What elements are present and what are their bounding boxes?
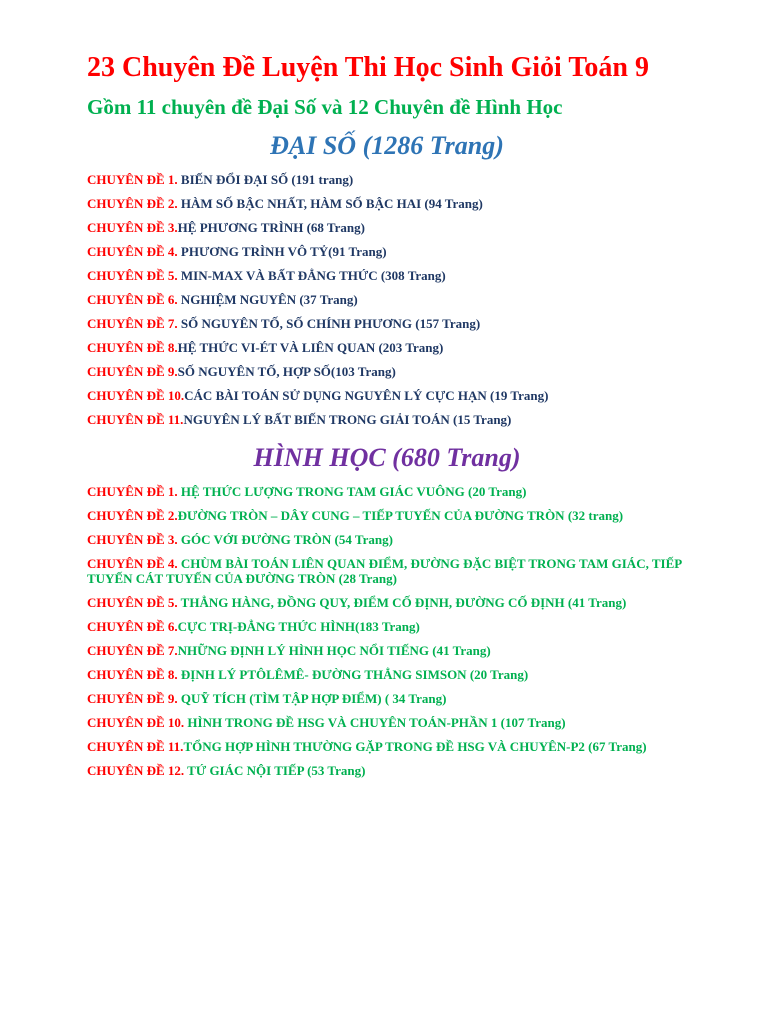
topic-text: ĐỊNH LÝ PTÔLÊMÊ- ĐƯỜNG THẲNG SIMSON (20 Trang) — [177, 667, 529, 682]
topic-label: CHUYÊN ĐỀ 9. — [87, 364, 178, 379]
list-item — [87, 711, 727, 735]
topic-text: TỔNG HỢP HÌNH THƯỜNG GẶP TRONG ĐỀ HSG VÀ CHUYÊN-P2 (67 Trang) — [183, 739, 647, 754]
topic-text: CHÙM BÀI TOÁN LIÊN QUAN ĐIỂM, ĐƯỜNG ĐẶC BIỆT TRONG TAM GIÁC, TIẾP TUYẾN CÁT TUYẾN CỦA ĐƯỜNG TRÒN (28 Trang) — [87, 556, 682, 586]
algebra-heading: ĐẠI SỐ (1286 Trang) — [270, 131, 504, 160]
topic-text: CÁC BÀI TOÁN SỬ DỤNG NGUYÊN LÝ CỰC HẠN (19 Trang) — [184, 388, 549, 403]
list-item — [87, 735, 727, 759]
topic-label: CHUYÊN ĐỀ 1. — [87, 172, 178, 187]
list-item — [87, 528, 727, 552]
topic-text: HỆ PHƯƠNG TRÌNH (68 Trang) — [177, 220, 365, 235]
topic-label: CHUYÊN ĐỀ 9. — [87, 691, 178, 706]
topic-label: CHUYÊN ĐỀ 3. — [87, 220, 178, 235]
list-item — [87, 312, 727, 336]
topic-label: CHUYÊN ĐỀ 3. — [87, 532, 178, 547]
topic-label: CHUYÊN ĐỀ 12. — [87, 763, 185, 778]
topic-text: HÌNH TRONG ĐỀ HSG VÀ CHUYÊN TOÁN-PHẦN 1 (107 Trang) — [184, 715, 566, 730]
list-item — [87, 504, 727, 528]
list-item — [87, 168, 727, 192]
list-item — [87, 759, 727, 783]
document-page — [87, 48, 727, 783]
topic-label: CHUYÊN ĐỀ 4. — [87, 556, 178, 571]
list-item — [87, 639, 727, 663]
topic-text: CỰC TRỊ-ĐẲNG THỨC HÌNH(183 Trang) — [177, 619, 420, 634]
topic-text: ĐƯỜNG TRÒN – DÂY CUNG – TIẾP TUYẾN CỦA ĐƯỜNG TRÒN (32 trang) — [177, 508, 624, 523]
topic-text: SỐ NGUYÊN TỐ, HỢP SỐ(103 Trang) — [177, 364, 396, 379]
topic-text: HỆ THỨC LƯỢNG TRONG TAM GIÁC VUÔNG (20 Trang) — [177, 484, 527, 499]
topic-text: TỨ GIÁC NỘI TIẾP (53 Trang) — [184, 763, 366, 778]
topic-label: CHUYÊN ĐỀ 11. — [87, 412, 184, 427]
topic-label: CHUYÊN ĐỀ 8. — [87, 340, 178, 355]
topic-label: CHUYÊN ĐỀ 7. — [87, 643, 178, 658]
topic-label: CHUYÊN ĐỀ 6. — [87, 292, 178, 307]
geometry-heading: HÌNH HỌC (680 Trang) — [253, 443, 521, 472]
list-item — [87, 384, 727, 408]
topic-text: MIN-MAX VÀ BẤT ĐẲNG THỨC (308 Trang) — [177, 268, 446, 283]
topic-text: HỆ THỨC VI-ÉT VÀ LIÊN QUAN (203 Trang) — [177, 340, 444, 355]
topic-text: QUỸ TÍCH (TÌM TẬP HỢP ĐIỂM) ( 34 Trang) — [177, 691, 447, 706]
topic-label: CHUYÊN ĐỀ 2. — [87, 508, 178, 523]
list-item — [87, 216, 727, 240]
topic-text: SỐ NGUYÊN TỐ, SỐ CHÍNH PHƯƠNG (157 Trang) — [177, 316, 481, 331]
topic-text: NGHIỆM NGUYÊN (37 Trang) — [177, 292, 358, 307]
topic-text: BIẾN ĐỔI ĐẠI SỐ (191 trang) — [177, 172, 354, 187]
topic-text: THẲNG HÀNG, ĐỒNG QUY, ĐIỂM CỐ ĐỊNH, ĐƯỜNG CỐ ĐỊNH (41 Trang) — [177, 595, 627, 610]
topic-label: CHUYÊN ĐỀ 8. — [87, 667, 178, 682]
list-item — [87, 192, 727, 216]
topic-text: GÓC VỚI ĐƯỜNG TRÒN (54 Trang) — [177, 532, 393, 547]
geometry-topic-list — [87, 480, 727, 783]
topic-label: CHUYÊN ĐỀ 5. — [87, 268, 178, 283]
list-item — [87, 360, 727, 384]
topic-label: CHUYÊN ĐỀ 10. — [87, 388, 185, 403]
topic-label: CHUYÊN ĐỀ 11. — [87, 739, 184, 754]
list-item — [87, 336, 727, 360]
topic-label: CHUYÊN ĐỀ 10. — [87, 715, 185, 730]
topic-text: HÀM SỐ BẬC NHẤT, HÀM SỐ BẬC HAI (94 Trang) — [177, 196, 483, 211]
list-item — [87, 615, 727, 639]
list-item — [87, 288, 727, 312]
topic-text: NHỮNG ĐỊNH LÝ HÌNH HỌC NỔI TIẾNG (41 Trang) — [177, 643, 491, 658]
list-item — [87, 240, 727, 264]
topic-label: CHUYÊN ĐỀ 5. — [87, 595, 178, 610]
topic-label: CHUYÊN ĐỀ 7. — [87, 316, 178, 331]
topic-text: NGUYÊN LÝ BẤT BIẾN TRONG GIẢI TOÁN (15 Trang) — [183, 412, 512, 427]
list-item — [87, 264, 727, 288]
algebra-topic-list — [87, 168, 727, 432]
list-item — [87, 480, 727, 504]
document-subtitle: Gồm 11 chuyên đề Đại Số và 12 Chuyên đề Hình Học — [87, 95, 563, 119]
topic-label: CHUYÊN ĐỀ 4. — [87, 244, 178, 259]
list-item — [87, 552, 687, 591]
list-item — [87, 687, 727, 711]
document-title: 23 Chuyên Đề Luyện Thi Học Sinh Giỏi Toán 9 — [87, 52, 649, 83]
topic-text: PHƯƠNG TRÌNH VÔ TỶ(91 Trang) — [177, 244, 387, 259]
topic-label: CHUYÊN ĐỀ 2. — [87, 196, 178, 211]
topic-label: CHUYÊN ĐỀ 1. — [87, 484, 178, 499]
list-item — [87, 663, 727, 687]
topic-label: CHUYÊN ĐỀ 6. — [87, 619, 178, 634]
list-item — [87, 591, 727, 615]
list-item — [87, 408, 727, 432]
